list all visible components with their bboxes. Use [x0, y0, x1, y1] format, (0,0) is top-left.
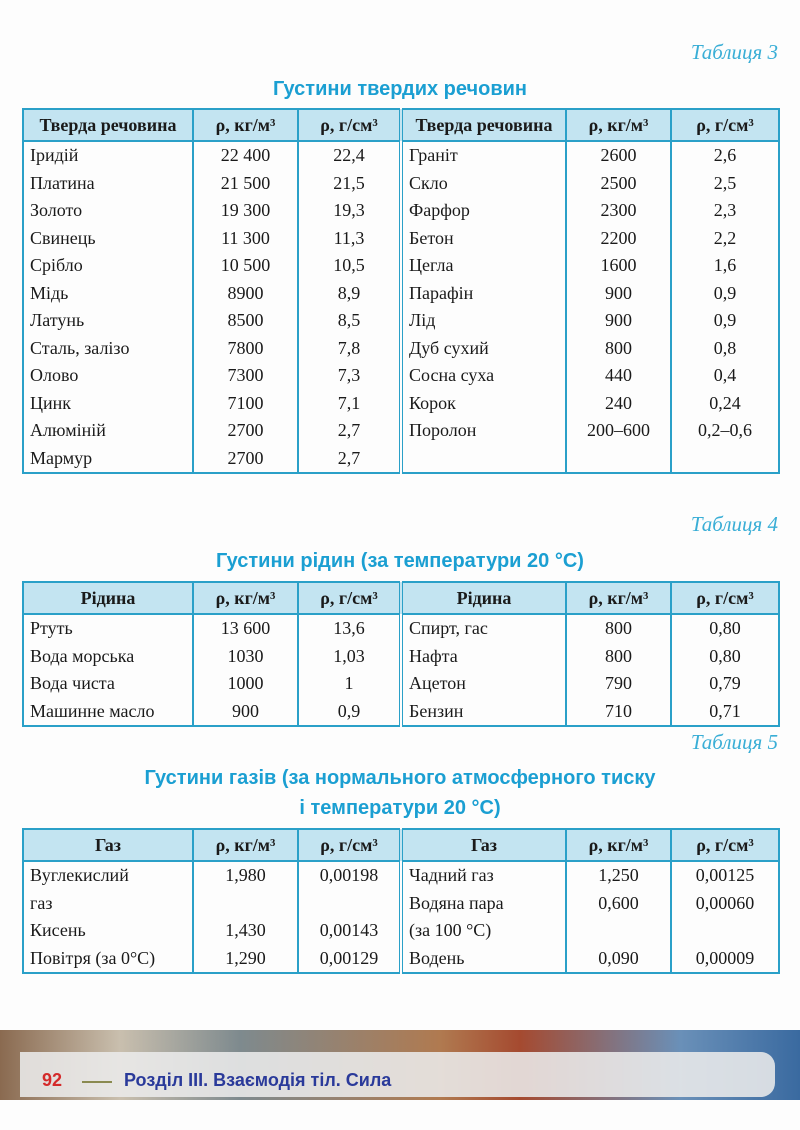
density-cell: 13 600	[193, 614, 298, 643]
column-header: ρ, кг/м³	[193, 109, 298, 141]
density-cell: 800	[566, 643, 671, 671]
table-5-title-line-1: Густини газів (за нормального атмосферного тиску	[144, 767, 656, 789]
table-row	[23, 170, 779, 198]
table-row	[23, 670, 779, 698]
table-row	[23, 417, 779, 445]
density-cell: 710	[566, 698, 671, 727]
density-cell: 21 500	[193, 170, 298, 198]
density-cell: 8,5	[298, 307, 401, 335]
density-cell: 7,1	[298, 390, 401, 418]
substance-cell: Дуб сухий	[401, 335, 566, 363]
table-row	[23, 335, 779, 363]
substance-cell: Парафін	[401, 280, 566, 308]
density-cell: 10,5	[298, 252, 401, 280]
table-row	[23, 252, 779, 280]
substance-cell: Лід	[401, 307, 566, 335]
density-cell: 0,600	[566, 890, 671, 918]
density-cell: 1,6	[671, 252, 779, 280]
density-cell: 790	[566, 670, 671, 698]
density-cell: 900	[566, 280, 671, 308]
density-cell: 7300	[193, 362, 298, 390]
substance-cell: Граніт	[401, 141, 566, 170]
density-cell: 0,00060	[671, 890, 779, 918]
substance-cell: Алюміній	[23, 417, 193, 445]
density-cell: 0,090	[566, 945, 671, 974]
column-header: ρ, кг/м³	[193, 582, 298, 614]
density-cell: 22,4	[298, 141, 401, 170]
substance-cell: Водень	[401, 945, 566, 974]
table-3-label: Таблиця 3	[690, 40, 778, 64]
density-cell: 2500	[566, 170, 671, 198]
density-cell: 0,80	[671, 614, 779, 643]
column-header: Рідина	[23, 582, 193, 614]
substance-cell: Свинець	[23, 225, 193, 253]
density-cell: 0,79	[671, 670, 779, 698]
density-cell: 0,9	[298, 698, 401, 727]
density-cell	[298, 890, 401, 918]
table-3-title: Густини твердих речовин	[272, 78, 528, 100]
column-header: ρ, г/см³	[298, 829, 401, 861]
density-cell: 240	[566, 390, 671, 418]
table-row	[23, 141, 779, 170]
column-header: ρ, г/см³	[671, 829, 779, 861]
density-cell	[193, 890, 298, 918]
table-row	[23, 197, 779, 225]
density-cell: 2,3	[671, 197, 779, 225]
density-cell: 7,8	[298, 335, 401, 363]
substance-cell: Олово	[23, 362, 193, 390]
header-row	[23, 829, 779, 861]
substance-cell: Поролон	[401, 417, 566, 445]
density-cell: 7100	[193, 390, 298, 418]
substance-cell: Цегла	[401, 252, 566, 280]
substance-cell: Мідь	[23, 280, 193, 308]
column-header: ρ, г/см³	[671, 582, 779, 614]
density-cell	[566, 917, 671, 945]
density-cell: 1,250	[566, 861, 671, 890]
column-header: Рідина	[401, 582, 566, 614]
density-cell: 21,5	[298, 170, 401, 198]
substance-cell: Сталь, залізо	[23, 335, 193, 363]
density-cell: 2700	[193, 417, 298, 445]
section-title: Розділ ІІІ. Взаємодія тіл. Сила	[124, 1070, 392, 1090]
substance-cell: Скло	[401, 170, 566, 198]
column-header: ρ, г/см³	[298, 582, 401, 614]
density-cell: 0,00125	[671, 861, 779, 890]
substance-cell: Вода чиста	[23, 670, 193, 698]
substance-cell: Платина	[23, 170, 193, 198]
density-cell: 0,00198	[298, 861, 401, 890]
table-row	[23, 945, 779, 974]
density-cell: 7,3	[298, 362, 401, 390]
density-cell: 2200	[566, 225, 671, 253]
density-cell: 200–600	[566, 417, 671, 445]
substance-cell: Машинне масло	[23, 698, 193, 727]
density-cell: 0,9	[671, 280, 779, 308]
column-header: Газ	[23, 829, 193, 861]
substance-cell: Бетон	[401, 225, 566, 253]
density-cell: 440	[566, 362, 671, 390]
column-header: ρ, г/см³	[671, 109, 779, 141]
column-header: ρ, кг/м³	[566, 829, 671, 861]
substance-cell: газ	[23, 890, 193, 918]
table-row	[23, 445, 779, 474]
table-row	[23, 307, 779, 335]
density-cell: 2,6	[671, 141, 779, 170]
density-cell: 0,24	[671, 390, 779, 418]
header-row	[23, 582, 779, 614]
density-cell: 8900	[193, 280, 298, 308]
substance-cell: Цинк	[23, 390, 193, 418]
density-cell: 11 300	[193, 225, 298, 253]
density-cell: 2,7	[298, 417, 401, 445]
density-cell: 1	[298, 670, 401, 698]
substance-cell: Повітря (за 0°С)	[23, 945, 193, 974]
density-cell: 0,00009	[671, 945, 779, 974]
substance-cell: Кисень	[23, 917, 193, 945]
density-cell: 19,3	[298, 197, 401, 225]
density-cell: 0,9	[671, 307, 779, 335]
table-row	[23, 362, 779, 390]
density-cell: 2600	[566, 141, 671, 170]
substance-cell: Сосна суха	[401, 362, 566, 390]
density-cell: 0,2–0,6	[671, 417, 779, 445]
density-cell: 800	[566, 614, 671, 643]
gases-density-table	[22, 828, 780, 974]
column-header: Тверда речовина	[401, 109, 566, 141]
density-cell: 0,00129	[298, 945, 401, 974]
page-number: 92	[42, 1070, 63, 1090]
density-cell: 13,6	[298, 614, 401, 643]
density-cell: 2,7	[298, 445, 401, 474]
substance-cell: Корок	[401, 390, 566, 418]
substance-cell: Мармур	[23, 445, 193, 474]
table-row	[23, 917, 779, 945]
table-row	[23, 614, 779, 643]
table-row	[23, 390, 779, 418]
density-cell: 19 300	[193, 197, 298, 225]
density-cell: 2300	[566, 197, 671, 225]
table-5-label: Таблиця 5	[690, 730, 778, 754]
density-cell: 900	[566, 307, 671, 335]
substance-cell: Срібло	[23, 252, 193, 280]
substance-cell: Чадний газ	[401, 861, 566, 890]
substance-cell: Іридій	[23, 141, 193, 170]
density-cell: 1000	[193, 670, 298, 698]
density-cell: 0,71	[671, 698, 779, 727]
density-cell: 1,430	[193, 917, 298, 945]
density-cell: 10 500	[193, 252, 298, 280]
density-cell: 900	[193, 698, 298, 727]
substance-cell: Золото	[23, 197, 193, 225]
density-cell: 8,9	[298, 280, 401, 308]
density-cell	[566, 445, 671, 474]
density-cell: 22 400	[193, 141, 298, 170]
header-row	[23, 109, 779, 141]
density-cell	[671, 445, 779, 474]
density-cell: 0,00143	[298, 917, 401, 945]
density-cell: 1,290	[193, 945, 298, 974]
density-cell: 1030	[193, 643, 298, 671]
density-cell: 0,80	[671, 643, 779, 671]
column-header: Газ	[401, 829, 566, 861]
density-cell: 8500	[193, 307, 298, 335]
column-header: ρ, кг/м³	[193, 829, 298, 861]
liquids-density-table	[22, 581, 780, 727]
column-header: ρ, кг/м³	[566, 109, 671, 141]
density-cell: 2,2	[671, 225, 779, 253]
substance-cell: Нафта	[401, 643, 566, 671]
density-cell: 2,5	[671, 170, 779, 198]
table-row	[23, 698, 779, 727]
table-row	[23, 280, 779, 308]
density-cell: 1600	[566, 252, 671, 280]
table-row	[23, 225, 779, 253]
column-header: Тверда речовина	[23, 109, 193, 141]
footer-banner	[0, 1030, 800, 1100]
solids-density-table	[22, 108, 780, 474]
table-4-title: Густини рідин (за температури 20 °С)	[216, 550, 584, 572]
column-header: ρ, г/см³	[298, 109, 401, 141]
table-row	[23, 643, 779, 671]
substance-cell: Ртуть	[23, 614, 193, 643]
density-cell: 1,03	[298, 643, 401, 671]
column-header: ρ, кг/м³	[566, 582, 671, 614]
substance-cell: Вуглекислий	[23, 861, 193, 890]
substance-cell: Ацетон	[401, 670, 566, 698]
table-row	[23, 861, 779, 890]
substance-cell: Бензин	[401, 698, 566, 727]
density-cell: 800	[566, 335, 671, 363]
density-cell: 1,980	[193, 861, 298, 890]
table-5-title-line-2: і температури 20 °С)	[299, 797, 501, 819]
density-cell: 7800	[193, 335, 298, 363]
density-cell	[671, 917, 779, 945]
density-cell: 0,8	[671, 335, 779, 363]
substance-cell: Фарфор	[401, 197, 566, 225]
table-4-label: Таблиця 4	[690, 512, 778, 536]
table-row	[23, 890, 779, 918]
density-cell: 0,4	[671, 362, 779, 390]
density-cell: 2700	[193, 445, 298, 474]
substance-cell: Спирт, гас	[401, 614, 566, 643]
substance-cell: Водяна пара	[401, 890, 566, 918]
footer-divider	[82, 1081, 112, 1083]
substance-cell	[401, 445, 566, 474]
substance-cell: (за 100 °С)	[401, 917, 566, 945]
density-cell: 11,3	[298, 225, 401, 253]
substance-cell: Латунь	[23, 307, 193, 335]
substance-cell: Вода морська	[23, 643, 193, 671]
